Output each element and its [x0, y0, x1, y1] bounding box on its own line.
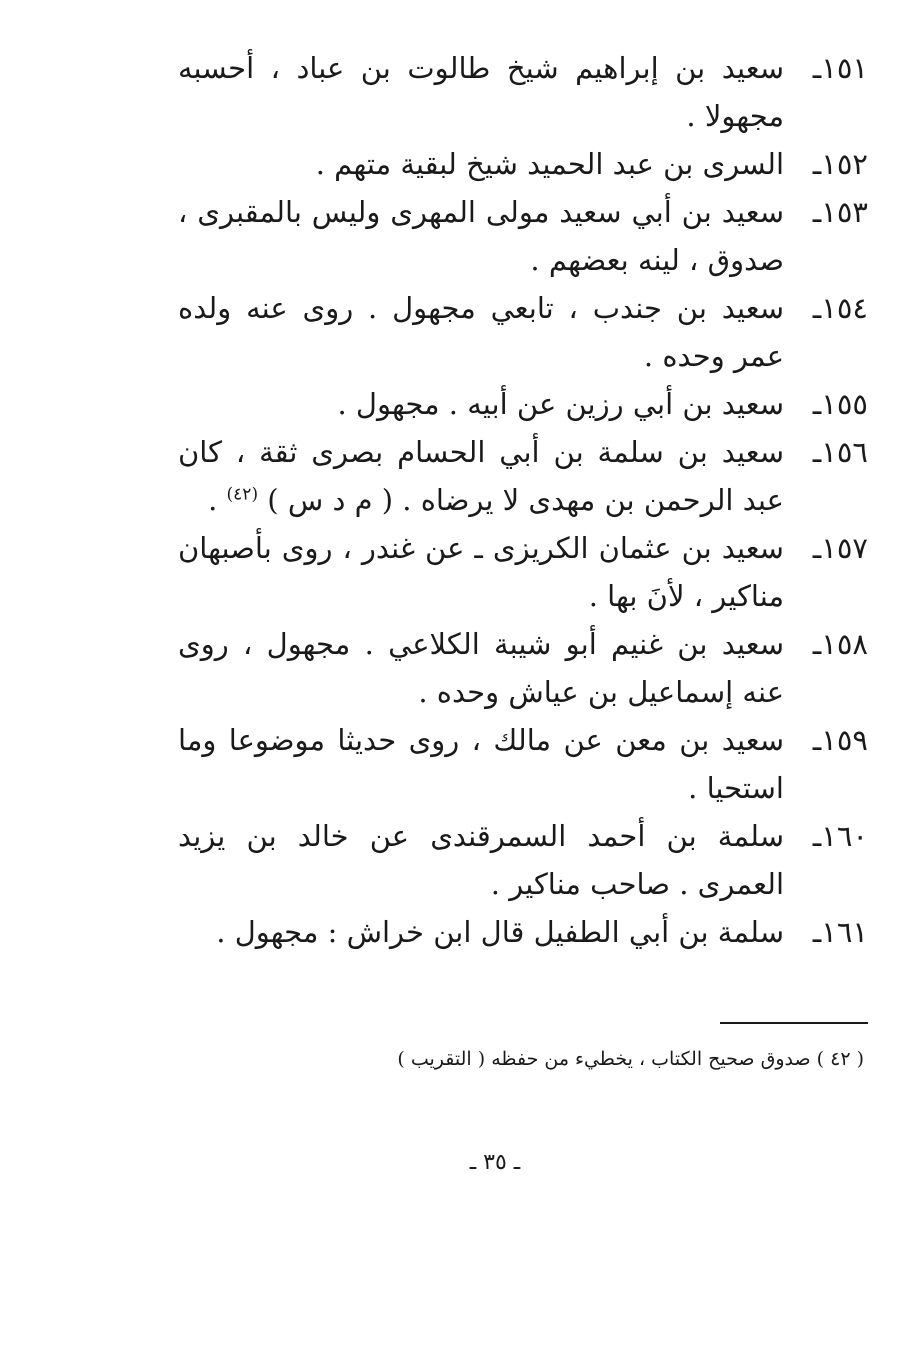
entry-text-with-ref — [178, 428, 784, 524]
entry-160 — [178, 812, 868, 908]
entry-number: ١٥٩ـ — [812, 723, 868, 757]
entry-text: سعيد بن سلمة بن أبي الحسام بصرى ثقة ، كان عبد الرحمن بن مهدى لا يرضاه . ( م د س ) — [178, 435, 784, 517]
entry-text: سعيد بن غنيم أبو شيبة الكلاعي . مجهول ، روى عنه إسماعيل بن عياش وحده . — [178, 627, 784, 709]
entry-text: السرى بن عبد الحميد شيخ لبقية متهم . — [315, 147, 784, 181]
entry-number: ١٥٤ـ — [812, 291, 868, 325]
entry-text: سعيد بن عثمان الكريزى ـ عن غندر ، روى بأصبهان مناكير ، لأنَ بها . — [178, 531, 784, 613]
entry-number: ١٦١ـ — [812, 915, 868, 949]
entry-text-tail: . — [208, 483, 227, 517]
entry-text: سلمة بن أحمد السمرقندى عن خالد بن يزيد العمرى . صاحب مناكير . — [178, 819, 784, 901]
entry-text: سعيد بن معن عن مالك ، روى حديثا موضوعا وما استحيا . — [178, 723, 784, 805]
entry-number: ١٥٥ـ — [812, 387, 868, 421]
entry-161 — [178, 908, 868, 956]
entry-number: ١٥٨ـ — [812, 627, 868, 661]
entry-number: ١٥٧ـ — [812, 531, 868, 565]
entry-158 — [178, 620, 868, 716]
entry-153 — [178, 188, 868, 284]
entry-number: ١٦٠ـ — [812, 819, 868, 853]
entry-157 — [178, 524, 868, 620]
footnote-divider — [720, 1022, 868, 1024]
entry-number: ١٥٢ـ — [812, 147, 868, 181]
entry-number: ١٥٣ـ — [812, 195, 868, 229]
entry-159 — [178, 716, 868, 812]
entry-text: سلمة بن أبي الطفيل قال ابن خراش : مجهول . — [216, 915, 784, 949]
entry-151 — [178, 44, 868, 140]
entry-number: ١٥١ـ — [812, 51, 868, 85]
footnote-reference: (٤٢) — [226, 484, 259, 505]
entry-text: سعيد بن أبي سعيد مولى المهرى وليس بالمقبرى ، صدوق ، لينه بعضهم . — [178, 195, 784, 277]
entry-text: سعيد بن أبي رزين عن أبيه . مجهول . — [337, 387, 784, 421]
entry-155 — [178, 380, 868, 428]
entry-156 — [178, 428, 868, 524]
footnote: ( ٤٢ ) صدوق صحيح الكتاب ، يخطيء من حفظه ( التقريب ) — [397, 1048, 864, 1070]
entry-152 — [178, 140, 868, 188]
entries-list — [178, 44, 868, 956]
page-number: ـ ٣٥ ـ — [469, 1150, 521, 1175]
entry-text: سعيد بن جندب ، تابعي مجهول . روى عنه ولده عمر وحده . — [178, 291, 784, 373]
entry-text: سعيد بن إبراهيم شيخ طالوت بن عباد ، أحسبه مجهولا . — [178, 51, 784, 133]
entry-number: ١٥٦ـ — [812, 435, 868, 469]
entry-154 — [178, 284, 868, 380]
